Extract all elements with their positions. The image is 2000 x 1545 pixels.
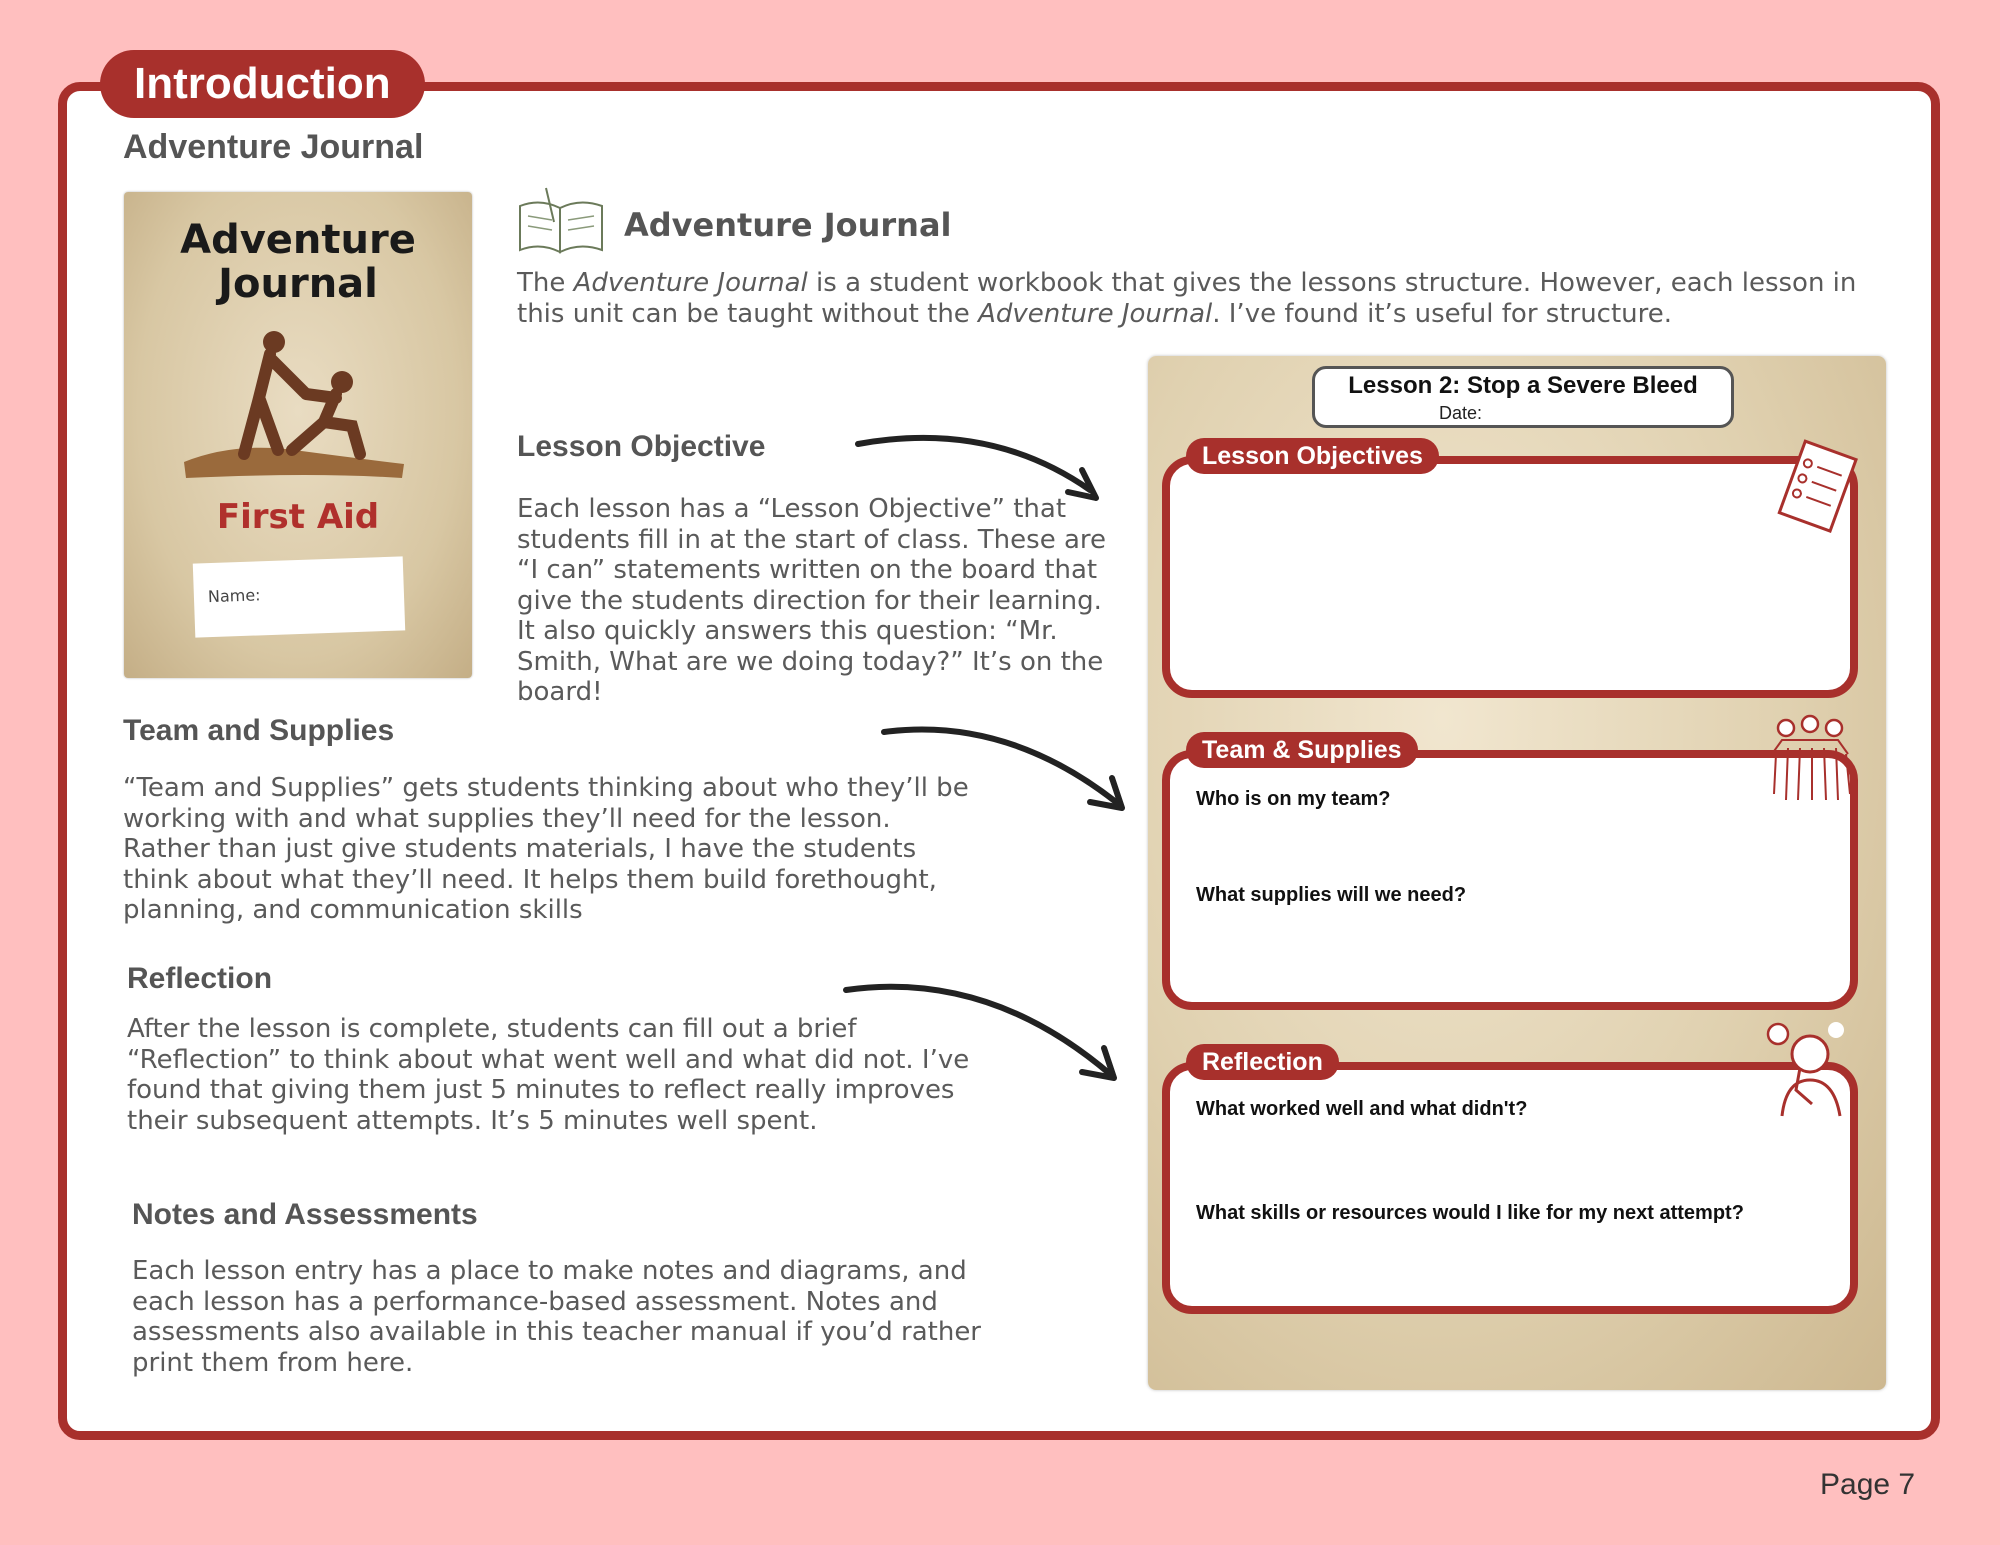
intro-text-3: . I’ve found it’s useful for structure.: [1212, 298, 1673, 329]
thinking-person-icon: [1758, 1020, 1858, 1120]
team-icon: [1762, 714, 1858, 804]
name-label: Name:: [207, 585, 261, 607]
notes-assessments-heading: Notes and Assessments: [132, 1198, 478, 1231]
cover-title-line2: Journal: [218, 261, 378, 307]
reflection-text: After the lesson is complete, students can fill out a brief “Reflection” to think about what went well and what did not. I’ve found that giving them just 5 minutes to reflect really improves their subsequent attempts. It’s 5 minutes well spent.: [127, 1014, 970, 1136]
team-supplies-text: “Team and Supplies” gets students thinking about who they’ll be working with and what supplies they’ll need for the lesson. Rather than just give students materials, I have the students think about what they’ll need. It helps them build forethought, planning, and communication skills: [123, 773, 969, 925]
lesson-title-box: [1312, 366, 1734, 428]
cover-title-line1: Adventure: [180, 217, 416, 263]
arrow-to-reflection: [838, 970, 1118, 1090]
arrow-to-objectives: [850, 420, 1130, 540]
reflection-panel: [1162, 1048, 1858, 1314]
intro-text-em1: Adventure Journal: [573, 268, 808, 298]
reflection-heading: Reflection: [127, 962, 273, 995]
objectives-tab: Lesson Objectives: [1186, 438, 1439, 474]
checklist-icon: [1772, 438, 1862, 538]
cover-subtitle: First Aid: [216, 497, 380, 537]
lesson-objective-heading: Lesson Objective: [517, 430, 766, 463]
lesson-title: Lesson 2: Stop a Severe Bleed: [1348, 372, 1698, 399]
intro-text-1: The: [517, 268, 574, 298]
team-question: Who is on my team?: [1196, 788, 1391, 810]
objectives-panel: [1162, 442, 1858, 698]
date-label: Date:: [1439, 403, 1483, 423]
reflection-tab: Reflection: [1186, 1044, 1339, 1080]
intro-text-em2: Adventure Journal: [978, 298, 1213, 329]
climbers-illustration: [174, 322, 414, 492]
reflection-question-2: What skills or resources would I like for my next attempt?: [1196, 1202, 1744, 1224]
section-tab: Introduction: [100, 50, 425, 118]
page-title: Adventure Journal: [123, 128, 424, 166]
lesson-objective-text: Each lesson has a “Lesson Objective” that students fill in at the start of class. These are “I can” statements written on the board that give the students direction for their learning. It also quickly answers this question: “Mr. Smith, What are we doing today?” It’s on the board!: [517, 494, 1107, 707]
team-supplies-panel: [1162, 736, 1858, 1010]
team-supplies-heading: Team and Supplies: [123, 714, 395, 747]
reflection-question-1: What worked well and what didn't?: [1196, 1098, 1528, 1120]
cover-title: [124, 218, 472, 306]
journal-book-icon: [516, 186, 606, 258]
intro-heading: Adventure Journal: [624, 206, 952, 244]
notes-assessments-text: Each lesson entry has a place to make notes and diagrams, and each lesson has a performance-based assessment. Notes and assessments also available in this teacher manual if you’d rather print them from here.: [132, 1256, 981, 1378]
arrow-to-team: [876, 716, 1156, 836]
journal-cover-image: [124, 192, 472, 678]
cover-name-label: [193, 556, 405, 637]
intro-paragraph: [517, 268, 1857, 329]
supplies-question: What supplies will we need?: [1196, 884, 1467, 906]
intro-text-2: is a student workbook that gives the lessons structure. However, each lesson in this unit can be taught without the: [517, 268, 1857, 329]
page-number: Page 7: [1820, 1468, 1916, 1501]
team-supplies-tab: Team & Supplies: [1186, 732, 1418, 768]
journal-sheet-preview: [1148, 356, 1886, 1390]
